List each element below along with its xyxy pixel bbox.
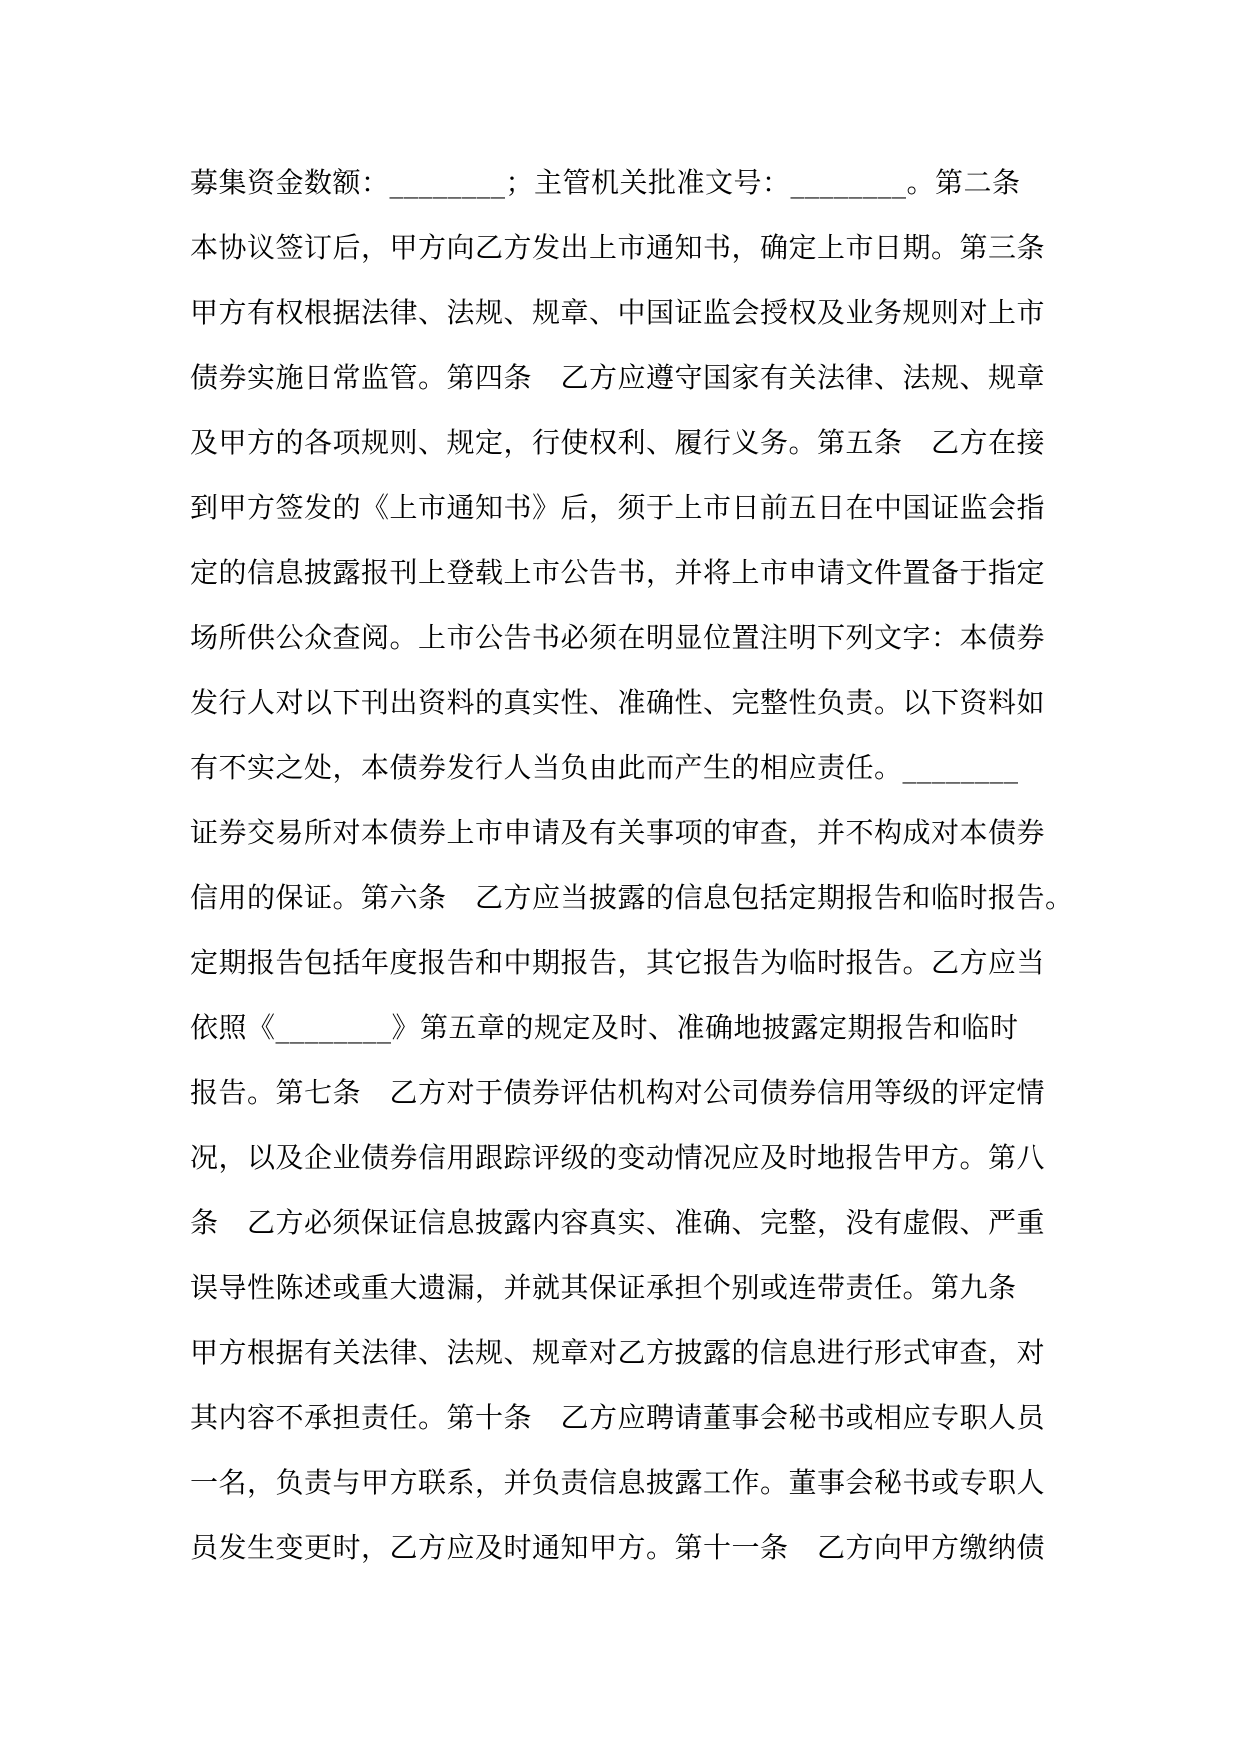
text-line: 有不实之处，本债券发行人当负由此而产生的相应责任。________ [190, 751, 1019, 784]
text-line: 其内容不承担责任。第十条 乙方应聘请董事会秘书或相应专职人员 [190, 1401, 1046, 1434]
text-line: 甲方有权根据法律、法规、规章、中国证监会授权及业务规则对上市 [190, 296, 1046, 329]
text-line: 本协议签订后，甲方向乙方发出上市通知书，确定上市日期。第三条 [190, 231, 1046, 264]
text-line: 到甲方签发的《上市通知书》后，须于上市日前五日在中国证监会指 [190, 491, 1046, 524]
text-line: 定期报告包括年度报告和中期报告，其它报告为临时报告。乙方应当 [190, 946, 1046, 979]
document-body [190, 150, 1074, 1580]
text-line: 甲方根据有关法律、法规、规章对乙方披露的信息进行形式审查，对 [190, 1336, 1046, 1369]
text-line: 况，以及企业债券信用跟踪评级的变动情况应及时地报告甲方。第八 [190, 1141, 1046, 1174]
text-line: 证券交易所对本债券上市申请及有关事项的审查，并不构成对本债券 [190, 816, 1046, 849]
text-line: 误导性陈述或重大遗漏，并就其保证承担个别或连带责任。第九条 [190, 1271, 1017, 1304]
text-line: 债券实施日常监管。第四条 乙方应遵守国家有关法律、法规、规章 [190, 361, 1046, 394]
text-line: 信用的保证。第六条 乙方应当披露的信息包括定期报告和临时报告。 [190, 881, 1074, 914]
text-line: 募集资金数额：________；主管机关批准文号：________。第二条 [190, 166, 1021, 199]
text-line: 依照《________》第五章的规定及时、准确地披露定期报告和临时 [190, 1011, 1019, 1044]
text-line: 及甲方的各项规则、规定，行使权利、履行义务。第五条 乙方在接 [190, 426, 1046, 459]
text-line: 场所供公众查阅。上市公告书必须在明显位置注明下列文字：本债券 [190, 621, 1046, 654]
text-line: 员发生变更时，乙方应及时通知甲方。第十一条 乙方向甲方缴纳债 [190, 1531, 1046, 1564]
text-line: 定的信息披露报刊上登载上市公告书，并将上市申请文件置备于指定 [190, 556, 1046, 589]
text-line: 条 乙方必须保证信息披露内容真实、准确、完整，没有虚假、严重 [190, 1206, 1046, 1239]
text-line: 报告。第七条 乙方对于债券评估机构对公司债券信用等级的评定情 [190, 1076, 1046, 1109]
text-line: 一名，负责与甲方联系，并负责信息披露工作。董事会秘书或专职人 [190, 1466, 1046, 1499]
text-line: 发行人对以下刊出资料的真实性、准确性、完整性负责。以下资料如 [190, 686, 1046, 719]
